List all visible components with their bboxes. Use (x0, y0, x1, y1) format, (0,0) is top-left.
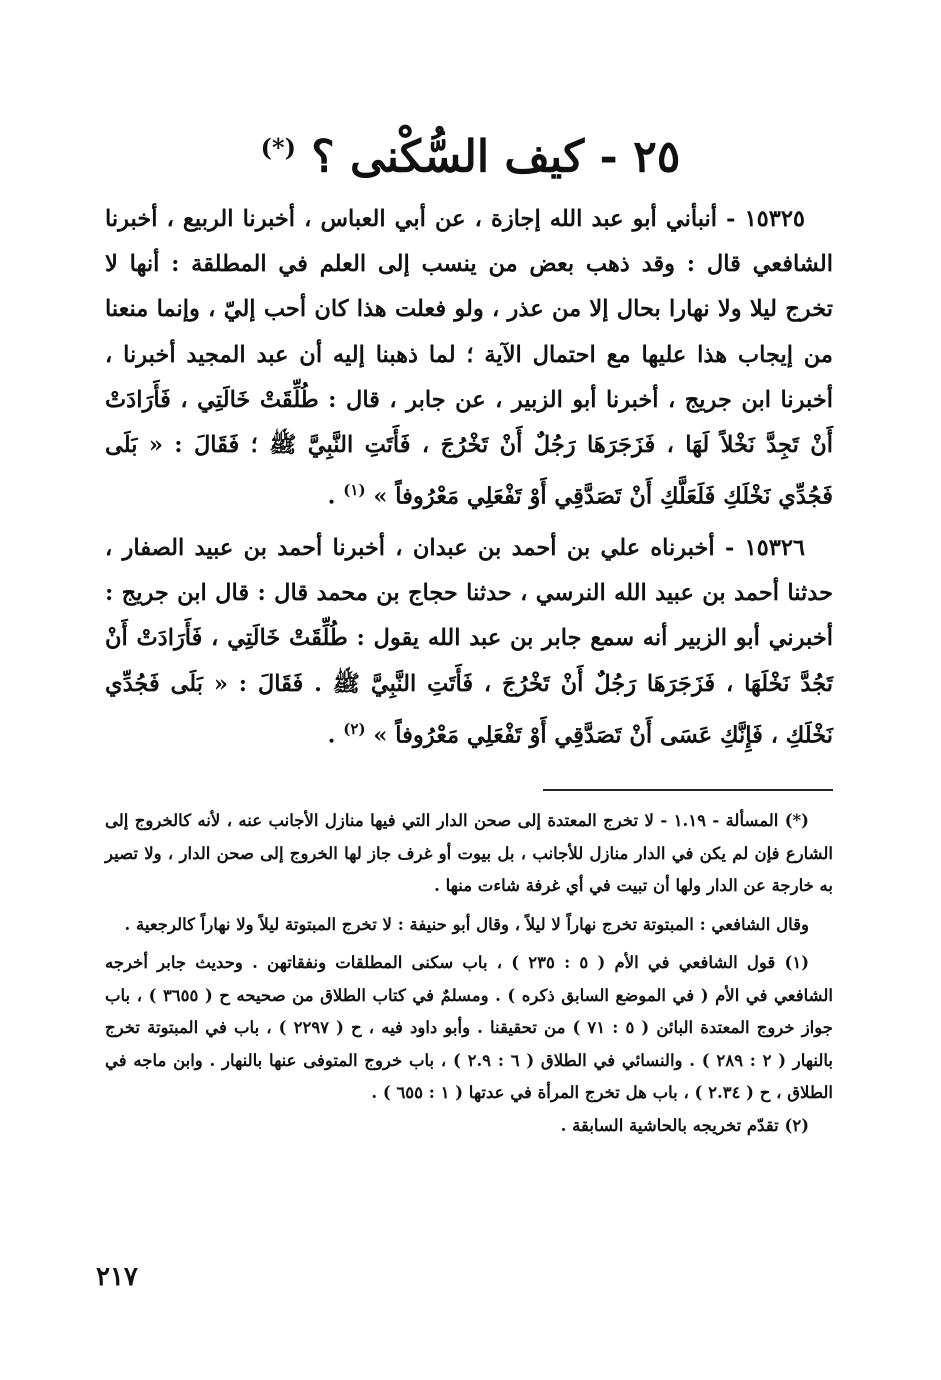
footnote-shafii: وقال الشافعي : المبتوتة تخرج نهاراً لا ليلاً ، وقال أبو حنيفة : لا تخرج المبتوتة ليلاً ولا نهاراً كالرجعية . (124, 914, 809, 934)
hadith-end: . (327, 722, 344, 749)
hadith-15326 (105, 526, 833, 759)
footnote-1: (١) قول الشافعي في الأم ( ٥ : ٢٣٥ ) ، باب سكنى المطلقات ونفقاتهن . وحديث جابر أخرجه الشافعي في الأم ( في الموضع السابق ذكره ) . ومسلمٌ في كتاب الطلاق من صحيحه ح ( ٣٦٥٥ ) ، باب جواز خروج المعتدة البائن ( ٥ : ٧١ ) من تحقيقنا . وأبو داود فيه ، ح ( ٢٢٩٧ ) ، باب في المبتوتة تخرج بالنهار ( ٢ : ٢٨٩ ) . والنسائي في الطلاق ( ٦ : ٢.٩ ) ، باب خروج المتوفى عنها بالنهار . وابن ماجه في الطلاق ، ح ( ٢.٣٤ ) ، باب هل تخرج المرأة في عدتها ( ١ : ٦٥٥ ) . (105, 953, 833, 1102)
main-text (105, 197, 833, 758)
footnote-ref-1: (١) (343, 481, 366, 500)
hadith-end: . (327, 483, 344, 510)
footnote-ref-2: (٢) (343, 719, 366, 738)
chapter-title (0, 118, 941, 188)
hadith-text: ١٥٣٢٥ - أنبأني أبو عبد الله إجازة ، عن أبي العباس ، أخبرنا الربيع ، أخبرنا الشافعي قال : وقد ذهب بعض من ينسب إلى العلم في المطلقة : أنها لا تخرج ليلا ولا نهارا بحال إلا من عذر ، ولو فعلت هذا كان أحب إليّ ، وإنما منعنا من إيجاب هذا عليها مع احتمال الآية ؛ لما ذهبنا إليه أن عبد المجيد أخبرنا ، أخبرنا ابن جريج ، أخبرنا أبو الزبير ، عن جابر ، قال : طُلِّقَتْ خَالَتِي ، فَأَرَادَتْ أَنْ تَجِدَّ نَخْلاً لَهَا ، فَزَجَرَهَا رَجُلٌ أَنْ تَخْرُجَ ، فَأَتَتِ النَّبِيَّ ﷺ ؛ فَقَالَ : « بَلَى فَجُدِّي نَخْلَكِ فَلَعَلَّكِ أَنْ تَصَدَّقِي أَوْ تَفْعَلِي مَعْرُوفاً » (105, 206, 833, 510)
footnotes (105, 805, 833, 1142)
hadith-15325 (105, 197, 833, 520)
footnote-separator (543, 789, 833, 791)
page-number: ٢١٧ (96, 1262, 138, 1292)
chapter-title-text: ٢٥ - كيف السُّكْنى ؟ (311, 131, 681, 183)
footnote-issue: (*) المسألة - ١.١٩ - لا تخرج المعتدة إلى صحن الدار التي فيها منازل الأجانب عنه ، لأنه كالخروج إلى الشارع فإن لم يكن في الدار منازل للأجانب ، بل بيوت أو غرف جاز لها الخروج إلى صحن الدار ، ولا تصير به خارجة عن الدار ولها أن تبيت في أي غرفة شاءت منها . (105, 811, 833, 895)
footnote-2: (٢) تقدّم تخريجه بالحاشية السابقة . (560, 1115, 809, 1135)
hadith-text: ١٥٣٢٦ - أخبرناه علي بن أحمد بن عبدان ، أخبرنا أحمد بن عبيد الصفار ، حدثنا أحمد بن عبيد الله النرسي ، حدثنا حجاج بن محمد قال : قال ابن جريج : أخبرني أبو الزبير أنه سمع جابر بن عبد الله يقول : طُلِّقَتْ خَالَتِي ، فَأَرَادَتْ أَنْ تَجُدَّ نَخْلَهَا ، فَزَجَرَهَا رَجُلٌ أَنْ تَخْرُجَ ، فَأَتَتِ النَّبِيَّ ﷺ . فَقَالَ : « بَلَى فَجُدِّي نَخْلَكِ ، فَإِنَّكِ عَسَى أَنْ تَصَدَّقِي أَوْ تَفْعَلِي مَعْرُوفاً » (105, 534, 833, 749)
chapter-note-marker: (*) (260, 133, 296, 162)
